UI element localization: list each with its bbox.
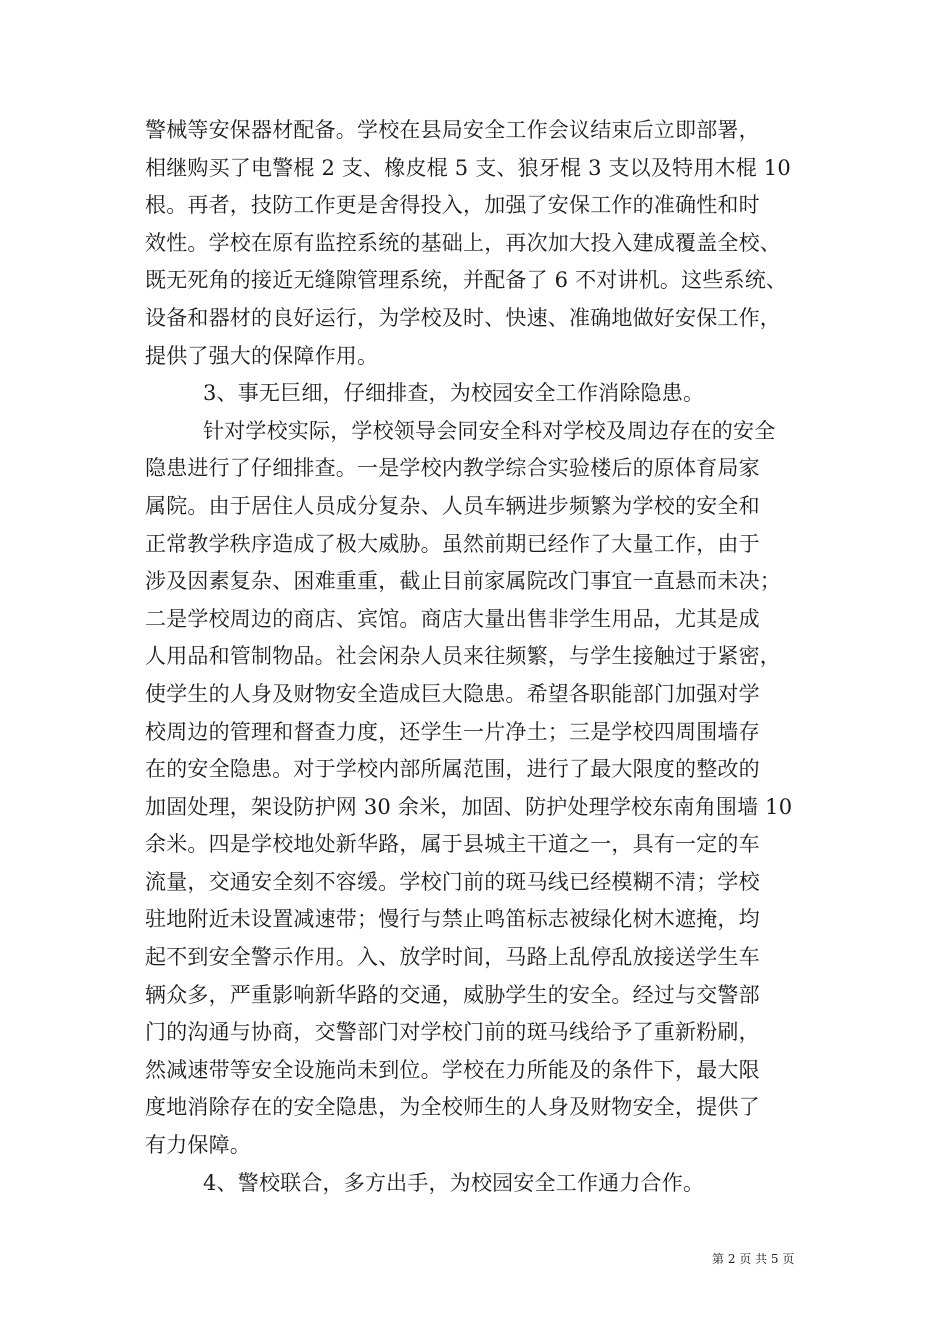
- text-line: 3、事无巨细，仔细排查，为校园安全工作消除隐患。: [203, 381, 705, 406]
- page-number: 第 2 页 共 5 页: [712, 1252, 795, 1266]
- text-line: 设备和器材的良好运行，为学校及时、快速、准确地做好安保工作，: [145, 305, 781, 330]
- text-line: 隐患进行了仔细排查。一是学校内教学综合实验楼后的原体育局家: [145, 456, 760, 481]
- text-line: 余米。四是学校地处新华路，属于县城主干道之一，具有一定的车: [145, 832, 760, 857]
- text-line: 人用品和管制物品。社会闲杂人员来往频繁，与学生接触过于紧密，: [145, 644, 781, 669]
- text-line: 校周边的管理和督查力度，还学生一片净土；三是学校四周围墙存: [145, 719, 760, 744]
- text-line: 驻地附近未设置减速带；慢行与禁止鸣笛标志被绿化树木遮掩，均: [145, 907, 760, 932]
- text-line: 属院。由于居住人员成分复杂、人员车辆进步频繁为学校的安全和: [145, 493, 760, 518]
- text-line: 正常教学秩序造成了极大威胁。虽然前期已经作了大量工作，由于: [145, 531, 760, 556]
- text-line: 流量，交通安全刻不容缓。学校门前的斑马线已经模糊不清；学校: [145, 869, 760, 894]
- text-line: 根。再者，技防工作更是舍得投入，加强了安保工作的准确性和时: [145, 193, 760, 218]
- text-line: 起不到安全警示作用。入、放学时间，马路上乱停乱放接送学生车: [145, 945, 760, 970]
- body-text: [145, 112, 810, 1202]
- text-line: 警械等安保器材配备。学校在县局安全工作会议结束后立即部署，: [145, 118, 760, 142]
- text-line: 在的安全隐患。对于学校内部所属范围，进行了最大限度的整改的: [145, 757, 760, 782]
- text-line: 4、警校联合，多方出手，为校园安全工作通力合作。: [203, 1170, 705, 1195]
- text-line: 针对学校实际，学校领导会同安全科对学校及周边存在的安全: [203, 418, 776, 443]
- text-line: 辆众多，严重影响新华路的交通，威胁学生的安全。经过与交警部: [145, 982, 760, 1007]
- text-line: 涉及因素复杂、困难重重，截止目前家属院改门事宜一直悬而未决；: [145, 569, 781, 594]
- text-line: 门的沟通与协商，交警部门对学校门前的斑马线给予了重新粉刷，: [145, 1020, 760, 1045]
- text-line: 使学生的人身及财物安全造成巨大隐患。希望各职能部门加强对学: [145, 681, 760, 706]
- text-line: 提供了强大的保障作用。: [145, 343, 379, 368]
- text-line: 有力保障。: [145, 1133, 251, 1158]
- text-line: 效性。学校在原有监控系统的基础上，再次加大投入建成覆盖全校、: [145, 230, 781, 255]
- text-line: 既无死角的接近无缝隙管理系统，并配备了 6 不对讲机。这些系统、: [145, 268, 788, 293]
- text-line: 加固处理，架设防护网 30 余米，加固、防护处理学校东南角围墙 10: [145, 794, 793, 819]
- text-line: 二是学校周边的商店、宾馆。商店大量出售非学生用品，尤其是成: [145, 606, 760, 631]
- text-line: 然减速带等安全设施尚未到位。学校在力所能及的条件下，最大限: [145, 1057, 760, 1082]
- text-line: 度地消除存在的安全隐患，为全校师生的人身及财物安全，提供了: [145, 1095, 760, 1120]
- text-line: 相继购买了电警棍 2 支、橡皮棍 5 支、狼牙棍 3 支以及特用木棍 10: [145, 155, 791, 180]
